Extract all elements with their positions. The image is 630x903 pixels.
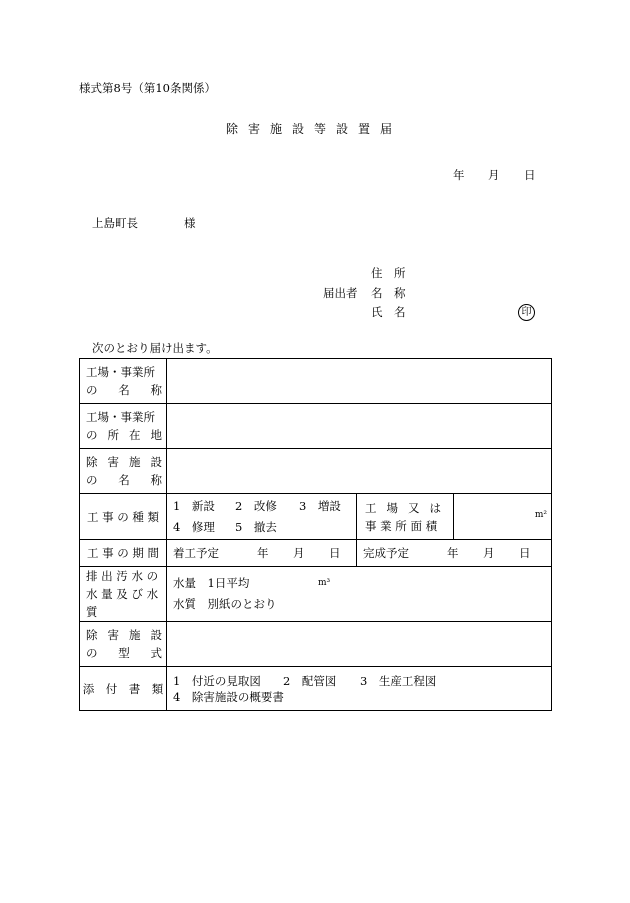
date-year-label: 年 — [453, 168, 465, 182]
label-text: 添 付 書 類 — [82, 681, 164, 696]
label-line: 事 業 所 面 積 — [365, 518, 438, 533]
applicant-name-person-label: 氏 名 — [371, 305, 406, 319]
start-month-label: 月 — [293, 546, 305, 560]
label-area — [357, 494, 454, 540]
label-char: は — [429, 500, 441, 515]
label-work-period — [80, 540, 167, 567]
row-work-period — [80, 540, 552, 567]
option-new[interactable]: 1 新設 — [173, 498, 215, 513]
option-repair[interactable]: 4 修理 — [173, 519, 215, 534]
label-factory-location — [80, 404, 167, 449]
label-char: 場 — [386, 500, 398, 515]
label-wastewater — [80, 567, 167, 622]
label-char: 型 — [118, 646, 130, 660]
label-char: 害 — [107, 628, 119, 642]
label-char: 又 — [408, 500, 420, 515]
label-line — [86, 644, 162, 662]
applicant-label: 届出者 — [323, 286, 358, 300]
end-month-label: 月 — [483, 546, 495, 560]
attachments-line — [173, 673, 551, 689]
date-month-label: 月 — [488, 168, 500, 182]
area-unit: m² — [534, 509, 548, 520]
seal-mark: 印 — [518, 304, 535, 321]
label-facility-name — [80, 449, 167, 494]
label-char: の — [86, 383, 98, 397]
label-char: 称 — [150, 383, 162, 397]
row-factory-name — [80, 359, 552, 404]
quality-line: 水質 別紙のとおり — [173, 597, 277, 611]
option-expand[interactable]: 3 増設 — [299, 498, 341, 513]
label-work-type — [80, 494, 167, 540]
label-facility-type — [80, 622, 167, 667]
label-char: 工 — [365, 500, 377, 515]
start-year-label: 年 — [257, 546, 269, 560]
start-date-field[interactable] — [167, 540, 357, 567]
label-char: 地 — [150, 428, 162, 442]
label-char: 除 — [86, 628, 98, 642]
label-text: 工 事 の 期 間 — [86, 546, 160, 560]
label-line: 排 出 汚 水 の — [86, 569, 159, 583]
factory-name-field[interactable] — [167, 359, 552, 404]
label-char: 名 — [118, 383, 130, 397]
label-char: 名 — [118, 473, 130, 487]
label-char: の — [86, 428, 98, 442]
attachments-field — [167, 667, 552, 711]
volume-unit: m³ — [318, 578, 331, 588]
attachment-map[interactable]: 1 付近の見取図 — [173, 673, 261, 688]
applicant-address-label: 住 所 — [371, 266, 406, 280]
row-attachments — [80, 667, 552, 711]
label-char: 設 — [150, 628, 162, 642]
volume-line — [173, 573, 551, 594]
row-factory-location — [80, 404, 552, 449]
applicant-name-org-label: 名 称 — [371, 286, 406, 300]
label-line: 工場・事業所 — [86, 365, 155, 379]
document-title: 除害施設等設置届 — [226, 122, 403, 136]
application-table — [79, 358, 552, 711]
label-attachments — [80, 667, 167, 711]
end-date-field[interactable] — [357, 540, 552, 567]
option-remove[interactable]: 5 撤去 — [235, 519, 277, 534]
label-line: 水 量 及 び 水 質 — [86, 587, 159, 619]
end-label: 完成予定 — [363, 546, 409, 560]
option-line — [173, 496, 356, 517]
area-field[interactable] — [454, 494, 552, 540]
label-char: 設 — [150, 455, 162, 469]
addressee: 上島町長 — [92, 216, 138, 230]
label-line — [86, 453, 162, 471]
label-line — [86, 426, 162, 444]
date-day-label: 日 — [524, 168, 536, 182]
label-char: の — [86, 646, 98, 660]
label-char: 施 — [129, 628, 141, 642]
label-char: 施 — [129, 455, 141, 469]
label-char: 除 — [86, 455, 98, 469]
label-text: 工 事 の 種 類 — [86, 509, 160, 524]
end-year-label: 年 — [447, 546, 459, 560]
facility-type-field[interactable] — [167, 622, 552, 667]
label-line — [86, 626, 162, 644]
label-char: 在 — [129, 428, 141, 442]
honorific: 様 — [184, 216, 196, 230]
work-type-options — [167, 494, 357, 540]
attachment-piping[interactable]: 2 配管図 — [283, 673, 337, 688]
label-char: 式 — [150, 646, 162, 660]
label-char: 害 — [107, 455, 119, 469]
attachment-process[interactable]: 3 生産工程図 — [360, 673, 437, 688]
volume-label: 水量 1日平均 — [173, 576, 250, 590]
start-day-label: 日 — [329, 546, 341, 560]
facility-name-field[interactable] — [167, 449, 552, 494]
end-day-label: 日 — [519, 546, 531, 560]
option-renovate[interactable]: 2 改修 — [235, 498, 277, 513]
label-line — [86, 381, 162, 399]
start-label: 着工予定 — [173, 546, 219, 560]
label-line — [365, 499, 441, 517]
row-facility-name — [80, 449, 552, 494]
label-char: 称 — [150, 473, 162, 487]
form-number: 様式第8号（第10条関係） — [79, 81, 216, 95]
row-work-type — [80, 494, 552, 540]
option-line — [173, 517, 356, 538]
label-line — [86, 471, 162, 489]
label-char: の — [86, 473, 98, 487]
label-line: 工場・事業所 — [86, 410, 155, 424]
attachment-overview[interactable]: 4 除害施設の概要書 — [173, 689, 284, 704]
label-factory-name — [80, 359, 167, 404]
label-char: 所 — [107, 428, 119, 442]
intro-text: 次のとおり届け出ます。 — [92, 341, 218, 355]
factory-location-field[interactable] — [167, 404, 552, 449]
row-facility-type — [80, 622, 552, 667]
row-wastewater — [80, 567, 552, 622]
wastewater-field[interactable] — [167, 567, 552, 622]
